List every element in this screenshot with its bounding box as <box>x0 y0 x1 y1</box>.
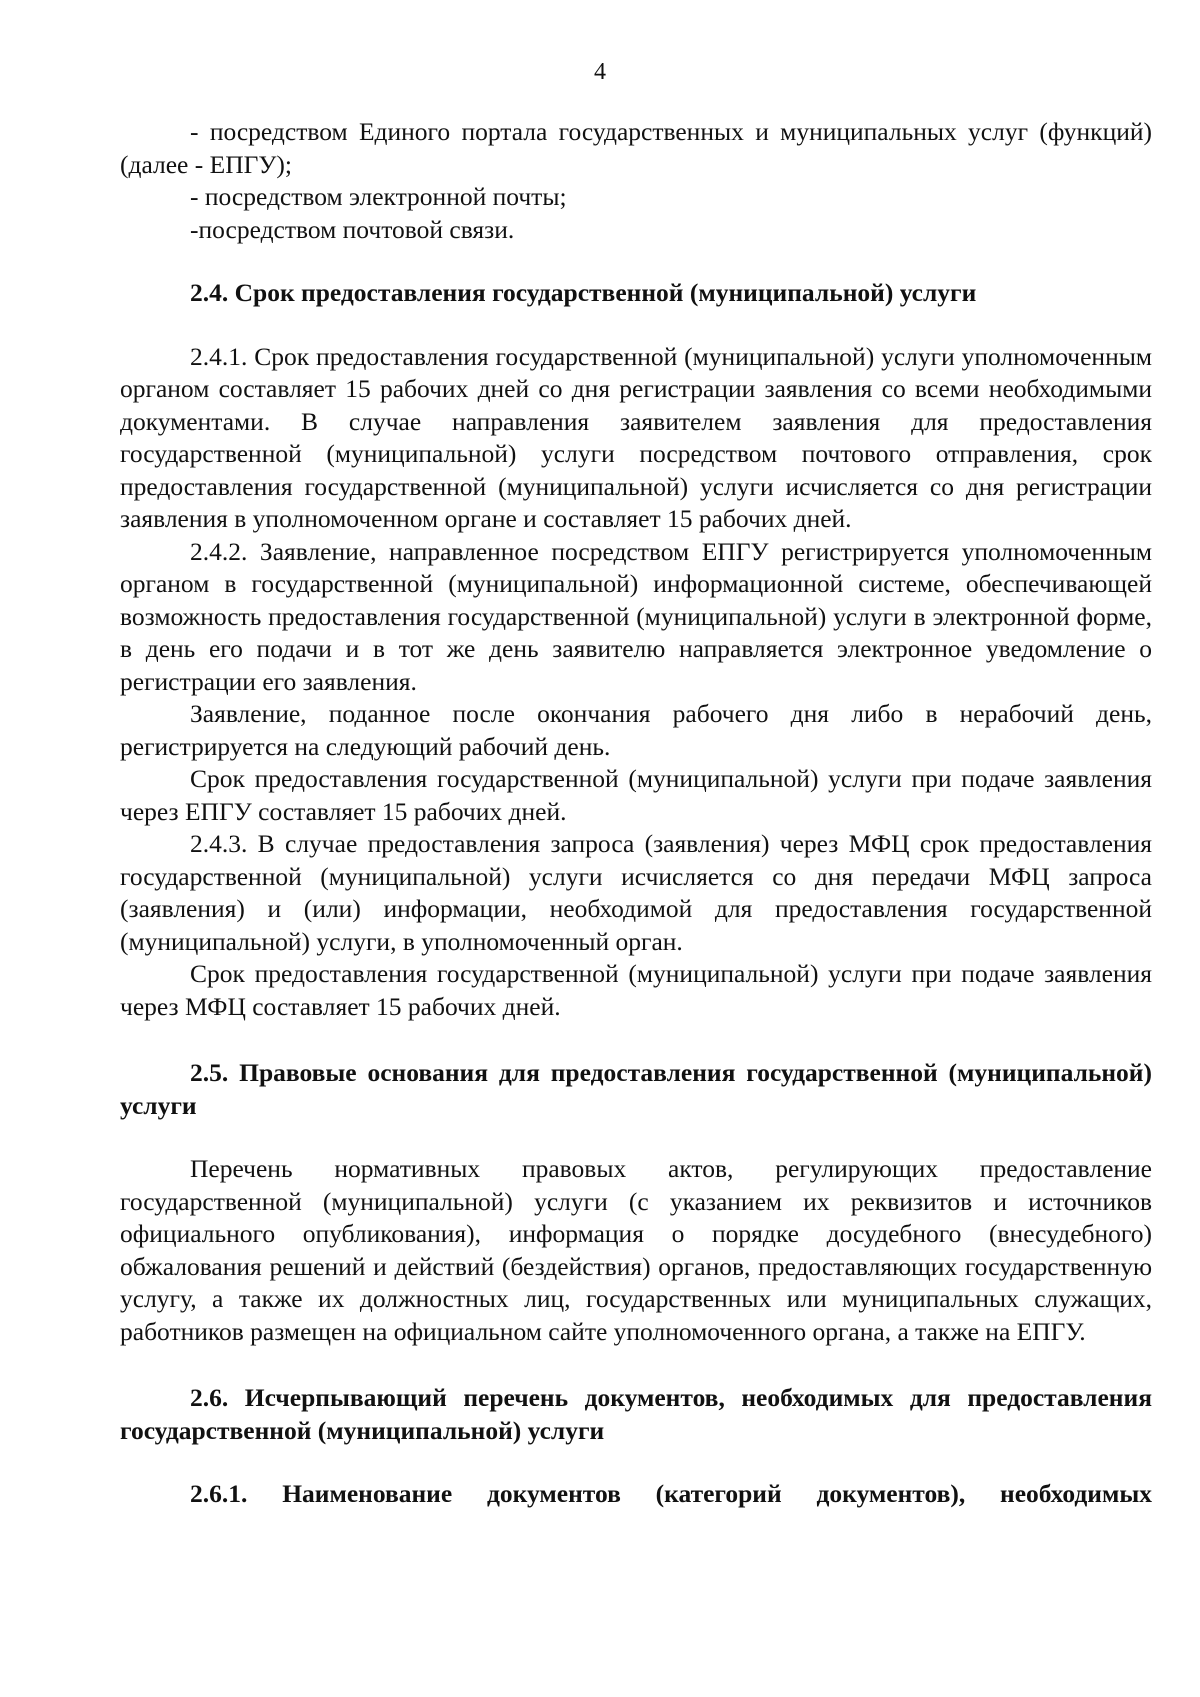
page-number: 4 <box>594 59 606 85</box>
section-2-6-1-heading: 2.6.1. Наименование документов (категорий документов), необходимых <box>190 1479 1152 1508</box>
section-2-4-3-paragraph: 2.4.3. В случае предоставления запроса (заявления) через МФЦ срок предоставления государственной (муниципальной) услуги исчисляется со дня передачи МФЦ запроса (заявления) и (или) информации, необходимой для предоставления государственной (муниципальной) услуги, в уполномоченный орган. <box>120 829 1152 956</box>
section-2-4-1-paragraph: 2.4.1. Срок предоставления государственной (муниципальной) услуги уполномоченным органом составляет 15 рабочих дней со дня регистрации заявления со всеми необходимыми документами. В случае направления заявителем заявления для предоставления государственной (муниципальной) услуги посредством почтового отправления, срок предоставления государственной (муниципальной) услуги исчисляется со дня регистрации заявления в уполномоченном органе и составляет 15 рабочих дней. <box>120 341 1152 533</box>
section-2-4-2-term-paragraph: Срок предоставления государственной (муниципальной) услуги при подаче заявления через ЕПГУ составляет 15 рабочих дней. <box>120 764 1152 826</box>
section-2-5-heading: 2.5. Правовые основания для предоставления государственной (муниципальной) услуги <box>120 1058 1152 1120</box>
section-2-4-2-paragraph: 2.4.2. Заявление, направленное посредством ЕПГУ регистрируется уполномоченным органом в государственной (муниципальной) информационной системе, обеспечивающей возможность предоставления государственной (муниципальной) услуги в электронной форме, в день его подачи и в тот же день заявителю направляется электронное уведомление о регистрации его заявления. <box>120 536 1152 696</box>
intro-item-post: -посредством почтовой связи. <box>190 214 515 244</box>
intro-item-epgu: - посредством Единого портала государственных и муниципальных услуг (функций) (далее - ЕПГУ); <box>120 117 1152 179</box>
document-body <box>120 116 1152 1511</box>
section-2-4-3-term-paragraph: Срок предоставления государственной (муниципальной) услуги при подаче заявления через МФЦ составляет 15 рабочих дней. <box>120 959 1152 1021</box>
section-2-5-paragraph: Перечень нормативных правовых актов, регулирующих предоставление государственной (муниципальной) услуги (с указанием их реквизитов и источников официального опубликования), информация о порядке досудебного (внесудебного) обжалования решений и действий (бездействия) органов, предоставляющих государственную услугу, а также их должностных лиц, государственных или муниципальных служащих, работников размещен на официальном сайте уполномоченного органа, а также на ЕПГУ. <box>120 1154 1152 1346</box>
section-2-6-heading: 2.6. Исчерпывающий перечень документов, необходимых для предоставления государственной (муниципальной) услуги <box>120 1383 1152 1445</box>
section-2-4-2-registration-paragraph: Заявление, поданное после окончания рабочего дня либо в нерабочий день, регистрируется на следующий рабочий день. <box>120 699 1152 761</box>
section-2-4-heading: 2.4. Срок предоставления государственной (муниципальной) услуги <box>190 278 977 307</box>
intro-item-email: - посредством электронной почты; <box>190 182 567 211</box>
